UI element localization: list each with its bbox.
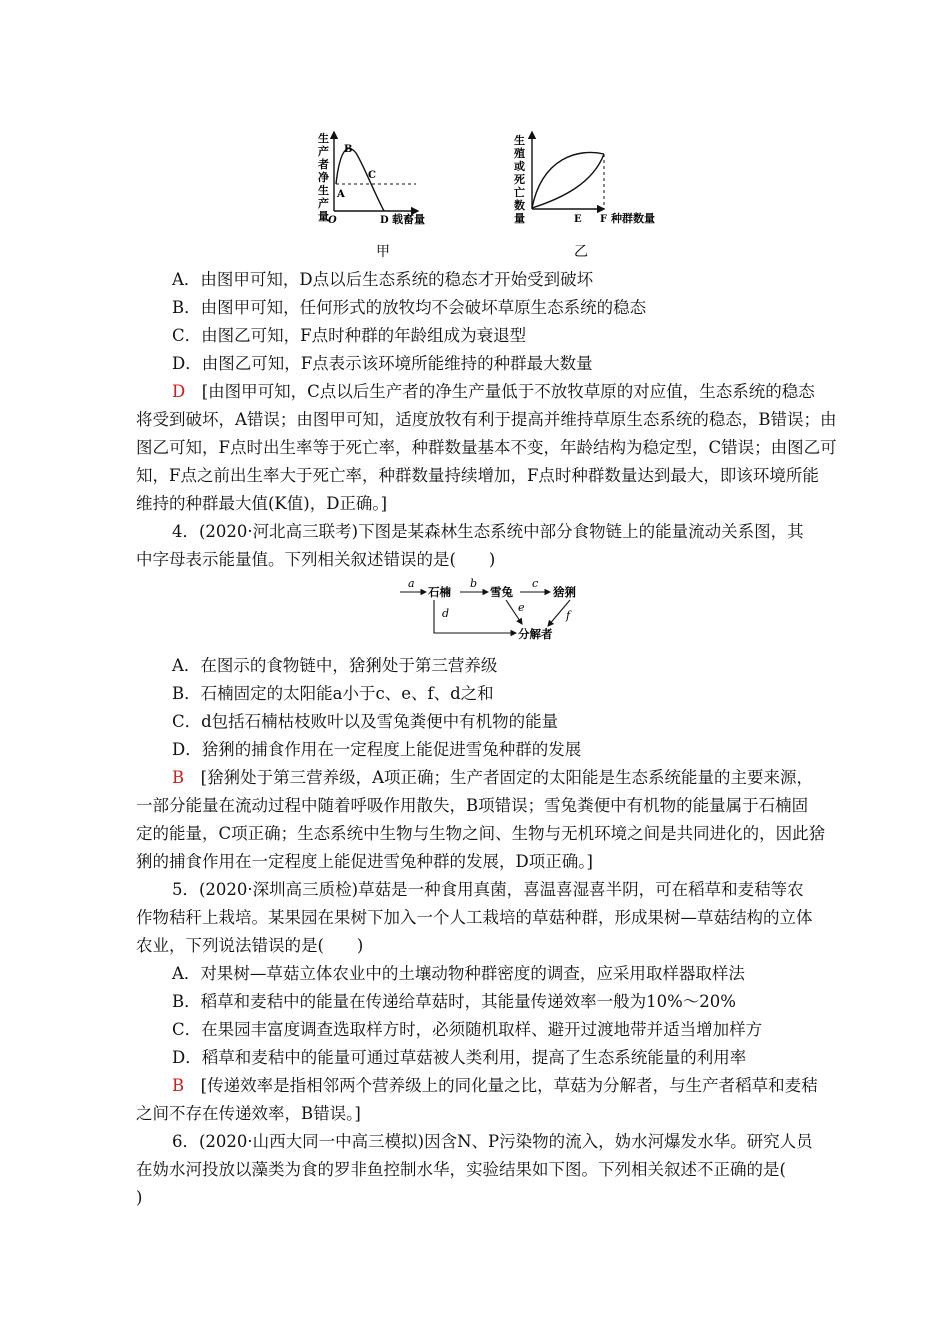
yi-x-label: 种群数量 [611,212,655,225]
q3-option-b: B．由图甲可知，任何形式的放牧均不会破坏草原生态系统的稳态 [172,298,647,317]
jia-x-label: 载畜量 [392,213,425,226]
q5-stem-line3: 农业，下列说法错误的是( ) [136,936,364,955]
jia-label-c: C [368,170,376,181]
node-shinan: 石楠 [428,585,451,599]
q4-stem-line2: 中字母表示能量值。下列相关叙述错误的是( ) [136,550,496,569]
q3-explanation-line1: D [由图甲可知，C点以后生产者的净生产量低于不放牧草原的对应值，生态系统的稳态 [172,382,815,401]
q5-explanation-line2: 之间不存在传递效率，B错误。] [136,1104,361,1123]
q4-option-a: A．在图示的食物链中，猞猁处于第三营养级 [172,656,498,675]
q3-explanation-line5: 维持的种群最大值(K值)，D正确。] [136,494,388,513]
q5-stem-line2: 作物秸秆上栽培。某果园在果树下加入一个人工栽培的草菇种群，形成果树—草菇结构的立体 [136,908,813,927]
svg-text:量: 量 [514,212,525,225]
q3-explanation-line4: 知，F点之前出生率大于死亡率，种群数量持续增加，F点时种群数量达到最大，即该环境所能 [136,466,819,485]
energy-letter-a: a [408,577,415,590]
q6-stem-line1: 6．(2020·山西大同一中高三模拟)因含N、P污染物的流入，妫水河爆发水华。研究人员 [172,1132,813,1151]
svg-text:或: 或 [514,160,525,173]
q5-stem-line1: 5．(2020·深圳高三质检)草菇是一种食用真菌，喜温喜湿喜半阴，可在稻草和麦秸等农 [172,880,804,899]
q5-answer: B [172,1076,185,1095]
q6-stem-line3: ) [136,1188,143,1207]
q6-stem-line2: 在妫水河投放以藻类为食的罗非鱼控制水华，实验结果如下图。下列相关叙述不正确的是( [136,1160,786,1179]
svg-text:产: 产 [318,145,329,158]
q3-option-d: D．由图乙可知，F点表示该环境所能维持的种群最大数量 [172,354,593,373]
q5-option-b: B．稻草和麦秸中的能量在传递给草菇时，其能量传递效率一般为10%～20% [172,992,736,1011]
yi-caption: 乙 [574,244,588,260]
svg-text:数: 数 [514,199,525,212]
q4-answer: B [172,768,185,787]
q5-option-c: C．在果园丰富度调查选取样方时，必须随机取样、避开过渡地带并适当增加样方 [172,1020,763,1039]
svg-text:殖: 殖 [514,147,525,160]
svg-text:生: 生 [318,132,329,145]
figure-jia [308,128,458,263]
q5-option-d: D．稻草和麦秸中的能量可通过草菇被人类利用，提高了生态系统能量的利用率 [172,1048,747,1067]
q4-explanation-line4: 猁的捕食作用在一定程度上能促进雪兔种群的发展，D项正确。] [136,852,593,871]
energy-letter-b: b [470,577,478,590]
q5-option-a: A．对果树—草菇立体农业中的土壤动物种群密度的调查，应采用取样器取样法 [172,964,745,983]
jia-caption: 甲 [376,244,390,260]
yi-label-f: F [600,214,608,225]
q3-option-c: C．由图乙可知，F点时种群的年龄组成为衰退型 [172,326,527,345]
yi-label-e: E [574,214,582,225]
q3-option-a: A．由图甲可知，D点以后生态系统的稳态才开始受到破坏 [172,270,594,289]
q4-option-c: C．d包括石楠枯枝败叶以及雪兔粪便中有机物的能量 [172,712,559,731]
svg-text:生: 生 [318,184,329,197]
q4-option-b: B．石楠固定的太阳能a小于c、e、f、d之和 [172,684,494,703]
q4-explanation-line2: 一部分能量在流动过程中随着呼吸作用散失，B项错误；雪兔粪便中有机物的能量属于石楠固 [136,796,809,815]
yi-y-label [514,133,525,225]
q4-option-d: D．猞猁的捕食作用在一定程度上能促进雪兔种群的发展 [172,740,582,759]
svg-text:产: 产 [318,197,329,210]
node-sheli: 猞猁 [553,585,576,599]
q3-explanation-line2: 将受到破坏，A错误；由图甲可知，适度放牧有利于提高并维持草原生态系统的稳态，B错误；由 [136,410,837,429]
jia-label-d: D [380,215,389,226]
q4-explanation-line1: B [猞猁处于第三营养级，A项正确；生产者固定的太阳能是生态系统能量的主要来源， [172,768,813,787]
q3-explanation-line3: 图乙可知，F点时出生率等于死亡率，种群数量基本不变，年龄结构为稳定型，C错误；由图乙可 [136,438,837,457]
energy-letter-c: c [532,577,539,590]
q5-explanation-line1: B [传递效率是指相邻两个营养级上的同化量之比，草菇为分解者，与生产者稻草和麦秸 [172,1076,818,1095]
jia-y-label [318,131,330,223]
energy-letter-f: f [566,609,571,622]
energy-letter-e: e [518,601,525,614]
svg-text:生: 生 [514,134,525,147]
node-decomposer: 分解者 [518,627,553,641]
q3-answer: D [172,382,186,401]
energy-letter-d: d [442,607,450,620]
svg-text:量: 量 [318,210,329,223]
jia-label-b: B [344,144,353,155]
q4-explanation-line3: 定的能量，C项正确；生态系统中生物与生物之间、生物与无机环境之间是共同进化的，因此猞 [136,824,826,843]
svg-text:亡: 亡 [514,186,525,199]
jia-label-a: A [337,189,345,200]
node-xuetu: 雪兔 [490,585,513,599]
energy-flow-diagram [398,574,623,646]
q4-stem-line1: 4．(2020·河北高三联考)下图是某森林生态系统中部分食物链上的能量流动关系图，其 [172,522,804,541]
svg-text:死: 死 [514,173,525,186]
jia-label-o: O [328,215,337,226]
svg-text:净: 净 [318,171,329,184]
figure-yi [508,128,673,263]
svg-text:者: 者 [318,158,329,171]
